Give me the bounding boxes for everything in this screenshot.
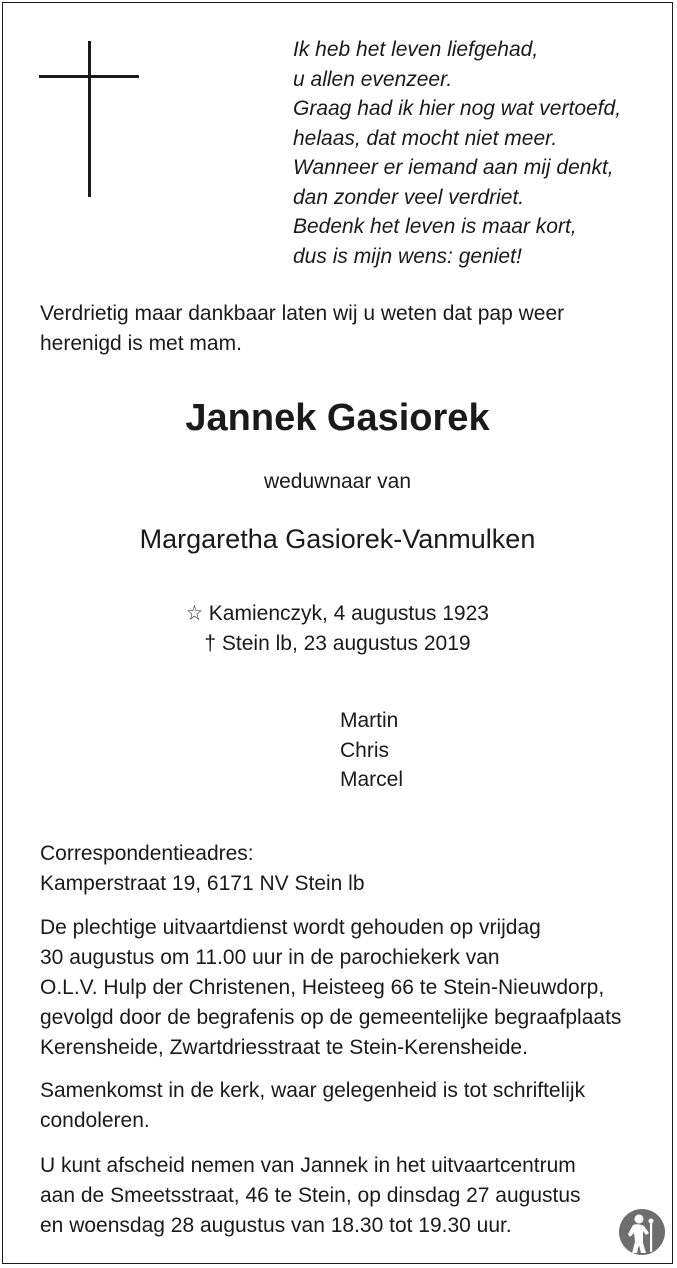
address-line: Correspondentieadres:	[40, 842, 254, 865]
funeral-logo-icon	[619, 1209, 665, 1255]
service-details	[40, 913, 660, 1063]
children-list	[340, 706, 403, 795]
child-name: Martin	[340, 709, 399, 732]
cross-icon-bar	[39, 75, 139, 78]
gathering-line: Samenkomst in de kerk, waar gelegenheid is tot schriftelijk	[40, 1079, 586, 1102]
farewell-details	[40, 1151, 660, 1241]
farewell-line: U kunt afscheid nemen van Jannek in het uitvaartcentrum	[40, 1154, 576, 1177]
service-line: De plechtige uitvaartdienst wordt gehouden op vrijdag	[40, 916, 541, 939]
gathering-details	[40, 1076, 660, 1136]
child-name: Chris	[340, 738, 390, 762]
address-line: Kamperstraat 19, 6171 NV Stein lb	[40, 872, 365, 895]
farewell-line: aan de Smeetsstraat, 46 te Stein, op dinsdag 27 augustus	[40, 1184, 581, 1207]
poem-line: Bedenk het leven is maar kort,	[293, 215, 577, 238]
obituary-card	[2, 2, 673, 1264]
farewell-line: en woensdag 28 augustus van 18.30 tot 19.30 uur.	[40, 1214, 512, 1237]
poem	[293, 35, 663, 271]
poem-line: Wanneer er iemand aan mij denkt,	[293, 156, 614, 179]
poem-line: u allen evenzeer.	[293, 67, 453, 91]
intro-text	[40, 299, 660, 359]
relation-text: weduwnaar van	[263, 470, 412, 493]
service-line: gevolgd door de begrafenis op de gemeentelijke begraafplaats	[40, 1006, 622, 1029]
poem-line: Ik heb het leven liefgehad,	[293, 38, 539, 61]
poem-line: helaas, dat mocht niet meer.	[293, 126, 558, 150]
gathering-line: condoleren.	[40, 1109, 150, 1132]
life-dates	[3, 599, 672, 659]
death-date: † Stein lb, 23 augustus 2019	[204, 632, 471, 655]
intro-line: Verdrietig maar dankbaar laten wij u weten dat pap weer	[40, 302, 565, 325]
spouse-name: Margaretha Gasiorek-Vanmulken	[139, 524, 536, 554]
deceased-name: Jannek Gasiorek	[185, 397, 490, 439]
service-line: 30 augustus om 11.00 uur in de parochiekerk van	[40, 946, 500, 969]
poem-line: dan zonder veel verdriet.	[293, 185, 525, 209]
child-name: Marcel	[340, 768, 404, 791]
poem-line: dus is mijn wens: geniet!	[293, 244, 522, 268]
cross-icon	[88, 41, 91, 197]
service-line: O.L.V. Hulp der Christenen, Heisteeg 66 te Stein-Nieuwdorp,	[40, 976, 605, 999]
intro-line: herenigd is met mam.	[40, 332, 242, 355]
poem-line: Graag had ik hier nog wat vertoefd,	[293, 97, 622, 120]
birth-date: ☆ Kamienczyk, 4 augustus 1923	[186, 602, 489, 625]
service-line: Kerensheide, Zwartdriesstraat te Stein-Kerensheide.	[40, 1036, 528, 1059]
correspondence-address	[40, 839, 660, 899]
